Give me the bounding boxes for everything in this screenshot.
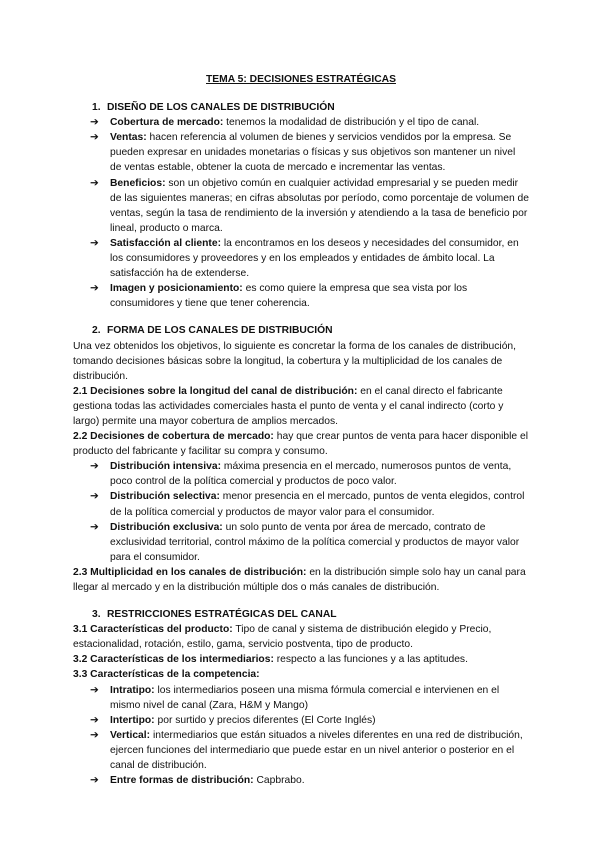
section-title: DISEÑO DE LOS CANALES DE DISTRIBUCIÓN (107, 102, 335, 114)
item-text: un solo punto de venta por área de mercado, contrato de exclusividad territorial, control máximo de la política comercial y productos de mayor valor para el consumidor. (110, 521, 520, 563)
arrow-icon: ➔ (90, 132, 99, 144)
item-term: Beneficios: (110, 177, 166, 189)
subsection-text: hay que crear puntos de venta para hacer disponible el producto del fabricante y facilitar su compra y consumo. (73, 431, 529, 458)
list-item (73, 489, 529, 519)
section-3-list (73, 683, 529, 789)
item-term: Imagen y posicionamiento: (110, 283, 243, 295)
item-term: Distribución selectiva: (110, 491, 220, 503)
item-term: Vertical: (110, 729, 151, 741)
subsection-3-2 (73, 652, 529, 667)
list-item (73, 236, 529, 281)
list-item (73, 176, 529, 236)
item-term: Intertipo: (110, 714, 155, 726)
document-page (73, 72, 529, 788)
subsection-text: respecto a las funciones y a las aptitudes. (273, 654, 468, 666)
section-2-list (73, 459, 529, 565)
list-item (73, 459, 529, 489)
subsection-term: 2.1 Decisiones sobre la longitud del canal de distribución: (73, 385, 358, 397)
item-term: Distribución intensiva: (110, 461, 221, 473)
subsection-term: 2.2 Decisiones de cobertura de mercado: (73, 431, 274, 443)
subsection-text: Tipo de canal y sistema de distribución elegido y Precio, estacionalidad, rotación, estilo, gama, servicio postventa, tipo de producto. (73, 624, 492, 651)
section-heading-2 (92, 323, 529, 338)
arrow-icon: ➔ (90, 684, 99, 696)
item-text: intermediarios que están situados a niveles diferentes en una red de distribución, ejercen funciones del intermediario que puede estar en un nivel anterior o posterior en el canal de distribución. (110, 729, 523, 772)
arrow-icon: ➔ (90, 775, 99, 787)
arrow-icon: ➔ (90, 237, 99, 249)
subsection-term: 2.3 Multiplicidad en los canales de distribución: (73, 566, 307, 578)
section-title: RESTRICCIONES ESTRATÉGICAS DEL CANAL (107, 609, 337, 621)
subsection-3-3 (73, 667, 529, 682)
section-number: 3. (92, 609, 101, 621)
item-text: es como quiere la empresa que sea vista por los consumidores y tiene que tener coherencia. (110, 283, 468, 310)
arrow-icon: ➔ (90, 461, 99, 473)
arrow-icon: ➔ (90, 117, 99, 129)
subsection-3-1 (73, 622, 529, 652)
list-item (73, 713, 529, 728)
list-item (73, 773, 529, 788)
item-text: hacen referencia al volumen de bienes y servicios vendidos por la empresa. Se pueden expresar en unidades monetarias o físicas y sus objetivos son mantener un nivel de ventas estable, obtener la cuota de mercado e incrementar las ventas. (110, 132, 516, 174)
arrow-icon: ➔ (90, 283, 99, 295)
arrow-icon: ➔ (90, 521, 99, 533)
section-1-list (73, 115, 529, 311)
list-item (73, 683, 529, 713)
list-item (73, 281, 529, 311)
subsection-term: 3.1 Características del producto: (73, 624, 233, 636)
item-term: Intratipo: (110, 684, 155, 696)
item-text: por surtido y precios diferentes (El Corte Inglés) (154, 714, 376, 726)
document-title: TEMA 5: DECISIONES ESTRATÉGICAS (206, 74, 396, 85)
item-term: Ventas: (110, 132, 147, 144)
arrow-icon: ➔ (90, 714, 99, 726)
item-text: Capbrabo. (253, 775, 305, 787)
arrow-icon: ➔ (90, 491, 99, 503)
subsection-text: en el canal directo el fabricante gestiona todas las actividades comerciales hasta el punto de venta y el canal indirecto (corto y largo) permite una mayor cobertura de amplios mercados. (73, 385, 504, 427)
item-text: máxima presencia en el mercado, numerosos puntos de venta, poco control de la política comercial y productos de poco valor. (110, 461, 512, 488)
item-term: Satisfacción al cliente: (110, 237, 222, 249)
subsection-2-2 (73, 429, 529, 459)
subsection-term: 3.2 Características de los intermediarios: (73, 654, 274, 666)
arrow-icon: ➔ (90, 177, 99, 189)
list-item (73, 130, 529, 175)
item-term: Cobertura de mercado: (110, 117, 224, 129)
item-term: Distribución exclusiva: (110, 521, 223, 533)
subsection-text: en la distribución simple solo hay un canal para llegar al mercado y en la distribución múltiple dos o más canales de distribución. (73, 566, 526, 593)
arrow-icon: ➔ (90, 729, 99, 741)
list-item (73, 115, 529, 130)
section-title: FORMA DE LOS CANALES DE DISTRIBUCIÓN (107, 325, 333, 337)
item-term: Entre formas de distribución: (110, 775, 254, 787)
item-text: la encontramos en los deseos y necesidades del consumidor, en los consumidores y proveedores y en los empleados y entidades de ámbito local. La satisfacción ha de extenderse. (110, 237, 519, 280)
subsection-term: 3.3 Características de la competencia: (73, 669, 260, 681)
subsection-2-3 (73, 565, 529, 595)
item-text: menor presencia en el mercado, puntos de venta elegidos, control de la política comercial y productos de mayor valor para el consumidor. (110, 491, 525, 518)
section-heading-3 (92, 607, 529, 622)
subsection-2-1 (73, 384, 529, 429)
section-heading-1 (92, 100, 529, 115)
list-item (73, 520, 529, 565)
list-item (73, 728, 529, 773)
item-text: son un objetivo común en cualquier actividad empresarial y se pueden medir de las siguientes maneras; en cifras absolutas por período, como porcentaje de volumen de ventas, según la tasa de rendimiento de la inversión y atendiendo a la tasa de beneficio por lineal, producto o marca. (110, 177, 529, 234)
section-number: 2. (92, 325, 101, 337)
section-number: 1. (92, 102, 101, 114)
section-2-intro: Una vez obtenidos los objetivos, lo siguiente es concretar la forma de los canales de distribución, tomando decisiones básicas sobre la longitud, la cobertura y la multiplicidad de los canales de distribución. (73, 340, 517, 382)
item-text: los intermediarios poseen una misma fórmula comercial e intervienen en el mismo nivel de canal (Zara, H&M y Mango) (110, 684, 500, 711)
item-text: tenemos la modalidad de distribución y el tipo de canal. (223, 117, 480, 129)
